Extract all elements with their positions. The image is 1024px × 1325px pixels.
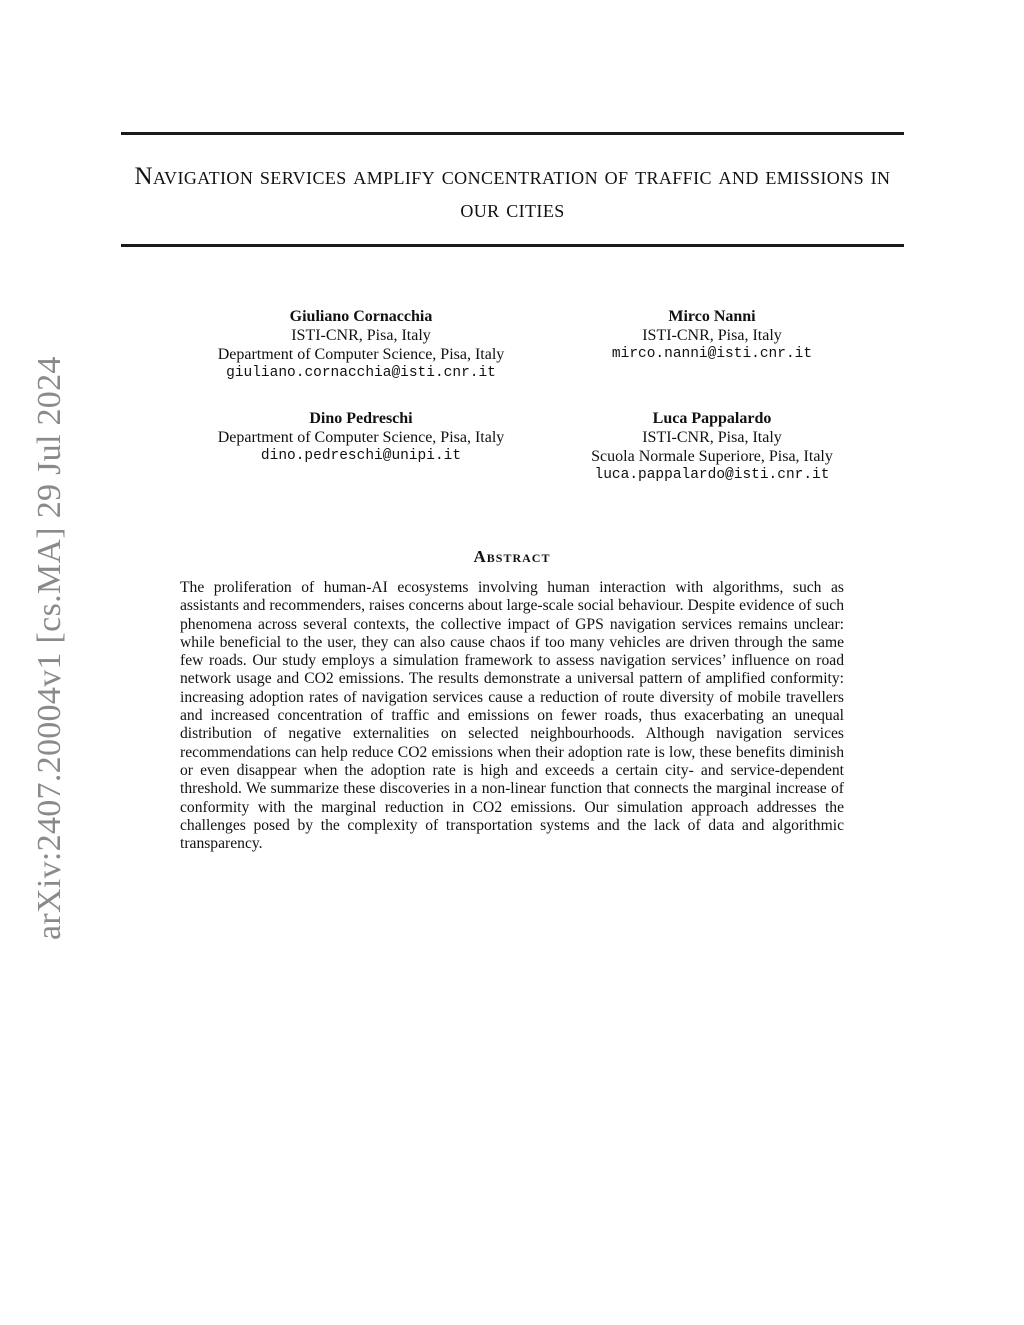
- author-affiliation: Department of Computer Science, Pisa, Italy: [217, 429, 505, 446]
- author-email[interactable]: dino.pedreschi@unipi.it: [260, 448, 462, 464]
- author-affiliation: Department of Computer Science, Pisa, Italy: [217, 346, 505, 363]
- author-block: [512, 409, 912, 485]
- title-top-rule: [121, 132, 904, 135]
- author-name: Luca Pappalardo: [652, 410, 772, 427]
- paper-title: Navigation services amplify concentration of traffic and emissions in our cities: [134, 163, 891, 223]
- abstract-heading: Abstract: [473, 547, 551, 566]
- author-affiliation: ISTI-CNR, Pisa, Italy: [291, 327, 431, 344]
- author-affiliation: ISTI-CNR, Pisa, Italy: [642, 327, 782, 344]
- author-block: [161, 409, 561, 466]
- author-block: [161, 307, 561, 383]
- author-name: Dino Pedreschi: [309, 410, 413, 427]
- author-email[interactable]: giuliano.cornacchia@isti.cnr.it: [226, 365, 496, 381]
- author-block: [512, 307, 912, 364]
- author-affiliation: ISTI-CNR, Pisa, Italy: [642, 429, 782, 446]
- abstract-body: The proliferation of human-AI ecosystems involving human interaction with algorithms, such as assistants and recommenders, raises concerns about large-scale social behaviour. Despite evidence of such phenomena across several contexts, the collective impact of GPS navigation services remains unclear: while beneficial to the user, they can also cause chaos if too many vehicles are driven through the same few roads. Our study employs a simulation framework to assess navigation services’ influence on road network usage and CO2 emissions. The results demonstrate a universal pattern of amplified conformity: increasing adoption rates of navigation services cause a reduction of route diversity of mobile travellers and increased concentration of traffic and emissions on fewer roads, thus exacerbating an unequal distribution of negative externalities on selected neighbourhoods. Although navigation services recommendations can help reduce CO2 emissions when their adoption rate is low, these benefits diminish or even disappear when the adoption rate is high and exceeds a certain city- and service-dependent threshold. We summarize these discoveries in a non-linear function that connects the marginal increase of conformity with the marginal reduction in CO2 emissions. Our simulation approach addresses the challenges posed by the complexity of transportation systems and the lack of data and algorithmic transparency.: [180, 579, 844, 853]
- author-email[interactable]: mirco.nanni@isti.cnr.it: [611, 346, 813, 362]
- author-email[interactable]: luca.pappalardo@isti.cnr.it: [594, 467, 830, 483]
- author-name: Mirco Nanni: [668, 308, 756, 325]
- arxiv-identifier: arXiv:2407.20004v1 [cs.MA] 29 Jul 2024: [31, 356, 68, 940]
- author-name: Giuliano Cornacchia: [289, 308, 433, 325]
- author-affiliation: Scuola Normale Superiore, Pisa, Italy: [591, 448, 833, 465]
- title-bottom-rule: [121, 244, 904, 247]
